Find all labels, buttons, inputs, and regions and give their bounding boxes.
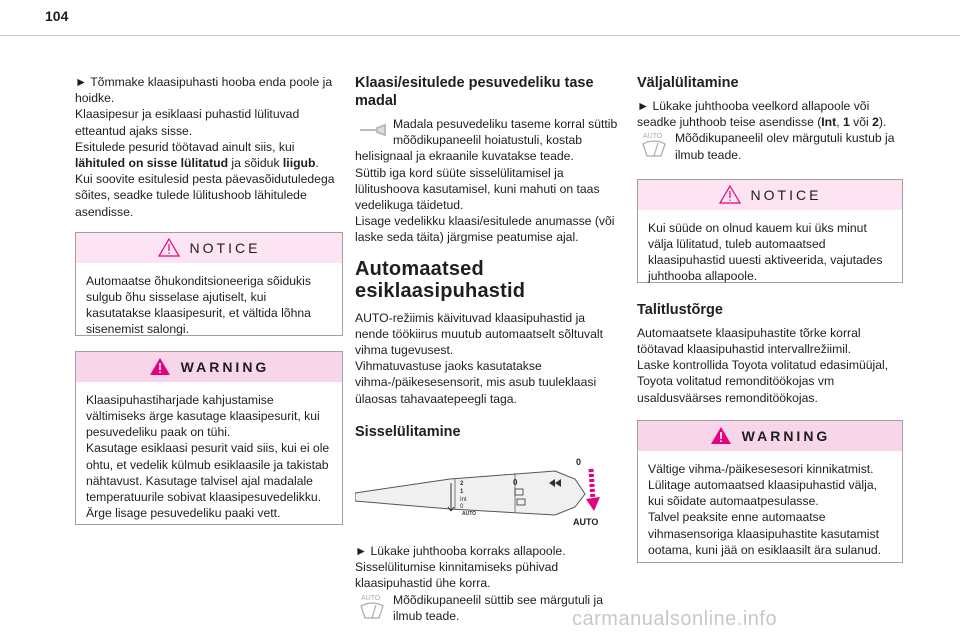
warning-title: WARNING	[180, 358, 270, 375]
notice-header	[638, 180, 902, 210]
notice-title: NOTICE	[189, 239, 261, 256]
stalk-label-int: Int	[460, 496, 467, 503]
notice-title: NOTICE	[750, 186, 822, 203]
warning-text-1: Vältige vihma-/päikesesesori kinnikatmist.	[648, 461, 874, 476]
heading-fluid-low: Klaasi/esitulede pesuvedeliku tase madal	[355, 75, 594, 109]
auto-indicator-off-note	[637, 130, 903, 162]
stalk-label-1: 1	[460, 488, 464, 495]
notice-box	[75, 232, 343, 336]
auto-text-2: Vihmatuvastuse jaoks kasutatakse vihma-/päikesesensorit, mis asub tuuleklaasi ülaosas tahavaatepeegli taga.	[355, 359, 597, 406]
switch-on-indicator-text: Mõõdikupaneelil süttib see märgutuli ja ilmub teade.	[393, 592, 604, 623]
paragraph-drl: Kui soovite esitulesid pesta päevasõidutuledega sõites, seadke tulede lülitushoob lähitulede asendisse.	[75, 172, 335, 219]
switch-off-indicator-text: Mõõdikupaneelil olev märgutuli kustub ja ilmub teade.	[675, 131, 895, 162]
washer-fluid-warning-icon	[355, 116, 389, 144]
diagram-bottom-label: AUTO	[573, 516, 599, 527]
warning-text-3: Ärge lisage pesuvedeliku paaki vett.	[86, 506, 281, 521]
auto-wiper-indicator-icon	[637, 130, 671, 158]
warning-triangle-icon	[710, 426, 732, 445]
page-number: 104	[45, 8, 69, 24]
notice-triangle-icon	[158, 238, 180, 257]
notice-header	[76, 233, 342, 263]
heading-auto-wipers: Automaatsed esiklaasipuhastid	[355, 257, 526, 302]
stalk-label-2: 2	[460, 480, 464, 487]
switch-on-text: Sisselülitumise kinnitamiseks pühivad klaasipuhastid ühe korra.	[355, 560, 559, 591]
warning-text-2: Kasutage esiklaasi pesurit vaid siis, kui ei ole ohtu, et vedelik külmub esiklaasile ja takistab nähtavust. Kasutage talvisel ajal madalale temperatuurile sobivat klaasipesuvedelikku.	[86, 441, 330, 505]
auto-text-1: AUTO-režiimis käivituvad klaasipuhastid ja nende töökiirus muutub automaatselt sõltuvalt vihma tugevusest.	[355, 310, 603, 358]
fluid-text-3: Lisage vedelikku klaasi/esitulede anumasse (või laske seda täita) järgmise peatumise ajal.	[355, 214, 615, 245]
malfunction-text-2: Laske kontrollida Toyota volitatud edasimüüjal, Toyota volitatud remonditöökojas vm usaldusväärses remonditöökojas.	[637, 358, 889, 405]
heading-malfunction: Talitlustõrge	[637, 301, 723, 318]
column-1	[75, 74, 343, 525]
warning-header	[76, 352, 342, 382]
column-2	[355, 74, 619, 624]
warning-box	[75, 351, 343, 525]
column-3	[637, 74, 903, 563]
paragraph-washer-on: Klaasipesur ja esiklaasi puhastid lülituvad etteantud ajaks sisse.	[75, 107, 300, 138]
fluid-text-1: Madala pesuvedeliku taseme korral süttib mõõdikupaneelil hoiatustuli, kostab helisignaal ja ekraanile kuvatakse teade.	[355, 117, 618, 164]
warning-text-1: Klaasipuhastiharjade kahjustamise vältimiseks ärge kasutage klaasipesurit, kui pesuvedeliku paak on tühi.	[86, 392, 320, 440]
heading-switch-off: Väljalülitamine	[637, 75, 739, 91]
warning-title: WARNING	[741, 427, 831, 444]
svg-text:0: 0	[513, 477, 518, 487]
svg-text:AUTO: AUTO	[643, 133, 663, 141]
stalk-label-0: 0	[460, 503, 464, 510]
notice-text: Kui süüde on olnud kauem kui üks minut välja lülitatud, tuleb automaatsed klaasipuhastid uuesti aktiveerida, vajutades juhthooba allapoole.	[648, 220, 883, 284]
warning-text-3: Talvel peaksite enne automaatse vihmasensoriga klaasipuhastite kasutamist ootama, kuni jää on esiklaasilt ära sulanud.	[648, 510, 882, 557]
diagram-top-label: 0	[576, 456, 582, 467]
auto-wiper-indicator-icon	[355, 592, 389, 620]
paragraph-headlamp-wash: Esitulede pesurid töötavad ainult siis, kui lähituled on sisse lülitatud ja sõiduk liigub.	[75, 139, 319, 171]
warning-text-2: Lülitage automaatsed klaasipuhastid välja, kui sõidate automaatpesulasse.	[648, 478, 878, 509]
notice-triangle-icon	[719, 185, 741, 204]
switch-on-instruction: ► Lükake juhthooba korraks allapoole.	[355, 544, 566, 559]
wiper-stalk-diagram	[355, 449, 605, 529]
svg-text:AUTO: AUTO	[361, 594, 381, 602]
warning-triangle-icon	[149, 357, 171, 376]
fluid-text-2: Süttib iga kord süüte sisselülitamisel ja lülitushoova kasutamisel, kuni mahuti on taas vedelikuga täidetud.	[355, 165, 600, 213]
stalk-label-auto: AUTO	[462, 510, 477, 517]
header-divider	[0, 35, 960, 36]
instruction-pull-stalk: ► Tõmmake klaasipuhasti hooba enda poole ja hoidke.	[75, 75, 333, 106]
warning-box	[637, 420, 903, 563]
notice-box	[637, 179, 903, 283]
switch-off-instruction: ► Lükake juhthooba veelkord allapoole või seadke juhthoob teise asendisse (Int, 1 või 2).	[637, 99, 887, 130]
notice-text: Automaatse õhukonditsioneeriga sõidukis sulgub õhu sisselase ajutiselt, kui kasutatakse klaasipesurit, et vältida lõhna sisenemist salongi.	[86, 273, 311, 337]
warning-header	[638, 421, 902, 451]
watermark: carmanualsonline.info	[572, 608, 778, 630]
heading-switch-on: Sisselülitamine	[355, 423, 461, 440]
malfunction-text-1: Automaatsete klaasipuhastite tõrke korral töötavad klaasipuhastid intervallrežiimil.	[637, 325, 861, 357]
